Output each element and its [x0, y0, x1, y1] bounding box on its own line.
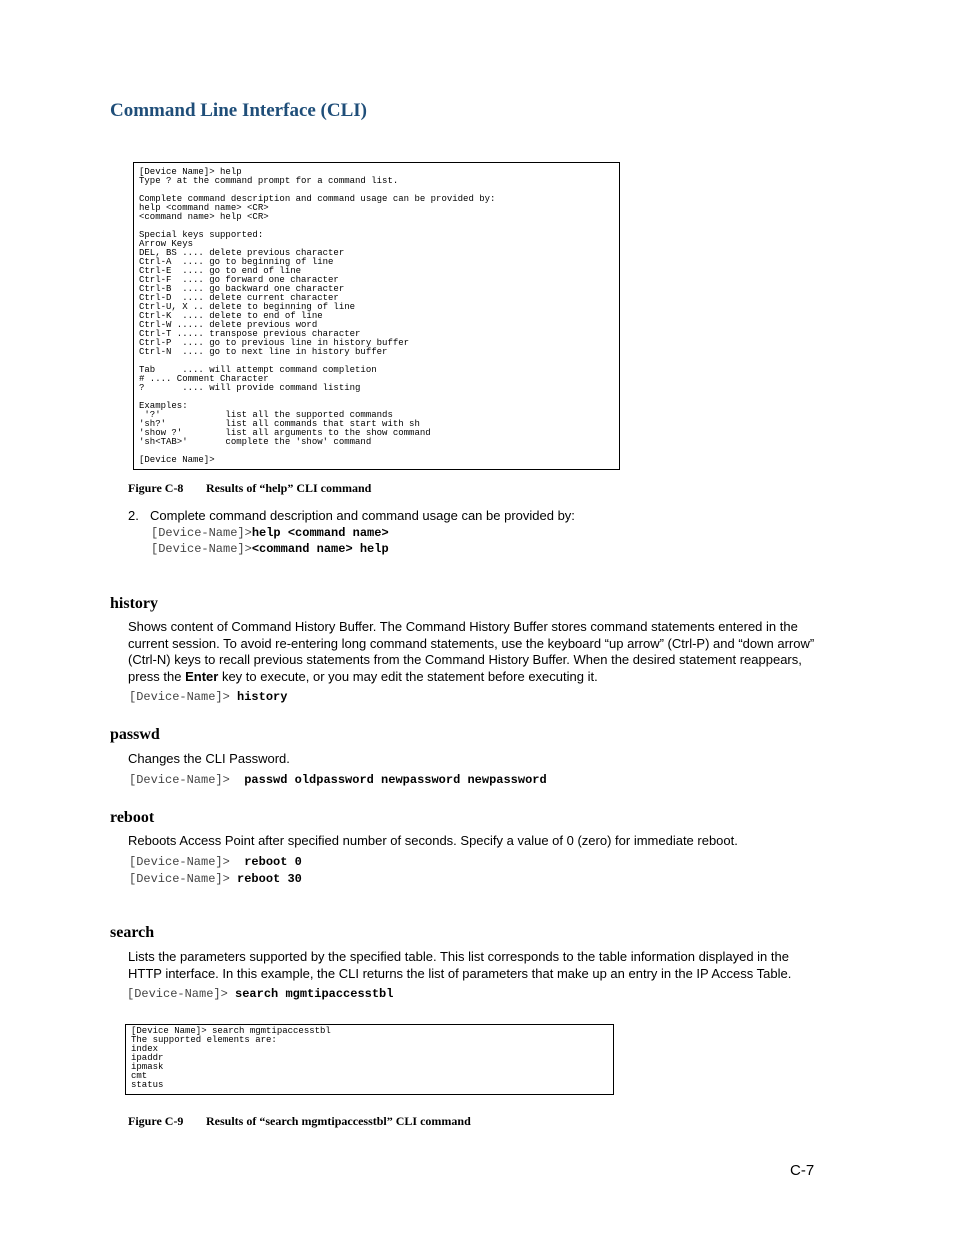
terminal-line: Arrow Keys	[139, 239, 194, 249]
terminal-line: Ctrl-P .... go to previous line in history buffer	[139, 338, 410, 348]
terminal-line: Ctrl-B .... go backward one character	[139, 284, 345, 294]
terminal-line: 'show ?' list all arguments to the show command	[139, 428, 431, 438]
help-command-example-2: [Device-Name]><command name> help	[151, 542, 389, 556]
terminal-line: 'sh<TAB>' complete the 'show' command	[139, 437, 372, 447]
terminal-line: Ctrl-T ..... transpose previous character	[139, 329, 361, 339]
reboot-command-example-2: [Device-Name]> reboot 30	[129, 872, 302, 886]
figure-c8-number: Figure C-8	[128, 481, 184, 495]
passwd-description: Changes the CLI Password.	[128, 751, 290, 766]
terminal-line: [Device Name]> search mgmtipaccesstbl	[131, 1026, 331, 1036]
terminal-line: Special keys supported:	[139, 230, 264, 240]
terminal-line: Ctrl-A .... go to beginning of line	[139, 257, 334, 267]
terminal-line: Complete command description and command usage can be provided by:	[139, 194, 496, 204]
terminal-line: # .... Comment Character	[139, 374, 269, 384]
terminal-line: Ctrl-W ..... delete previous word	[139, 320, 318, 330]
terminal-line: Ctrl-N .... go to next line in history buffer	[139, 347, 388, 357]
item-number: 2.	[128, 508, 139, 523]
terminal-line: ? .... will provide command listing	[139, 383, 361, 393]
terminal-line: [Device Name]>	[139, 455, 215, 465]
terminal-line: Ctrl-D .... delete current character	[139, 293, 339, 303]
terminal-line: Ctrl-K .... delete to end of line	[139, 311, 323, 321]
terminal-line: ipaddr	[131, 1053, 164, 1063]
terminal-line: ipmask	[131, 1062, 164, 1072]
help-terminal-screenshot	[133, 162, 620, 470]
terminal-line: status	[131, 1080, 164, 1090]
search-command-example: [Device-Name]> search mgmtipaccesstbl	[127, 987, 394, 1001]
terminal-line: Ctrl-E .... go to end of line	[139, 266, 302, 276]
terminal-line: '?' list all the supported commands	[139, 410, 393, 420]
passwd-heading: passwd	[110, 726, 160, 743]
numbered-item-2	[128, 508, 575, 525]
terminal-line: Type ? at the command prompt for a command list.	[139, 176, 399, 186]
history-command-example: [Device-Name]> history	[129, 690, 288, 704]
reboot-heading: reboot	[110, 809, 155, 826]
help-command-example-1: [Device-Name]>help <command name>	[151, 526, 389, 540]
figure-c9-text: Results of “search mgmtipaccesstbl” CLI command	[206, 1114, 471, 1128]
history-heading: history	[110, 595, 158, 612]
terminal-line: Tab .... will attempt command completion	[139, 365, 377, 375]
page-number: C-7	[790, 1162, 815, 1179]
item-text: Complete command description and command usage can be provided by:	[150, 508, 575, 523]
terminal-line: 'sh?' list all commands that start with sh	[139, 419, 420, 429]
search-description: Lists the parameters supported by the specified table. This list corresponds to the table information displayed in the HTTP interface. In this example, the CLI returns the list of parameters that make up an entry in the IP Access Table.	[128, 949, 792, 981]
terminal-line: <command name> help <CR>	[139, 212, 269, 222]
figure-c8-text: Results of “help” CLI command	[206, 481, 372, 495]
terminal-line: The supported elements are:	[131, 1035, 277, 1045]
terminal-line: [Device Name]> help	[139, 167, 242, 177]
terminal-line: Examples:	[139, 401, 188, 411]
section-title: Command Line Interface (CLI)	[110, 100, 368, 121]
history-description: Shows content of Command History Buffer. The Command History Buffer stores command statements entered in the current session. To avoid re-entering long command statements, use the keyboard “up arrow” (Ctrl-P) and “down arrow” (Ctrl-N) keys to recall previous statements from the Command History Buffer. When the desired statement reappears, press the Enter key to execute, or you may edit the statement before executing it.	[128, 619, 815, 684]
figure-c8-caption	[128, 481, 371, 496]
figure-c9-number: Figure C-9	[128, 1114, 184, 1128]
terminal-line: Ctrl-U, X .. delete to beginning of line	[139, 302, 356, 312]
terminal-line: Ctrl-F .... go forward one character	[139, 275, 339, 285]
terminal-line: DEL, BS .... delete previous character	[139, 248, 345, 258]
search-heading: search	[110, 924, 155, 941]
reboot-command-example-1: [Device-Name]> reboot 0	[129, 855, 302, 869]
terminal-line: help <command name> <CR>	[139, 203, 269, 213]
terminal-line: index	[131, 1044, 159, 1054]
search-terminal-screenshot	[125, 1024, 614, 1095]
figure-c9-caption	[128, 1114, 471, 1129]
passwd-command-example: [Device-Name]> passwd oldpassword newpassword newpassword	[129, 773, 547, 787]
terminal-line: cmt	[131, 1071, 148, 1081]
reboot-description: Reboots Access Point after specified number of seconds. Specify a value of 0 (zero) for immediate reboot.	[128, 833, 738, 848]
